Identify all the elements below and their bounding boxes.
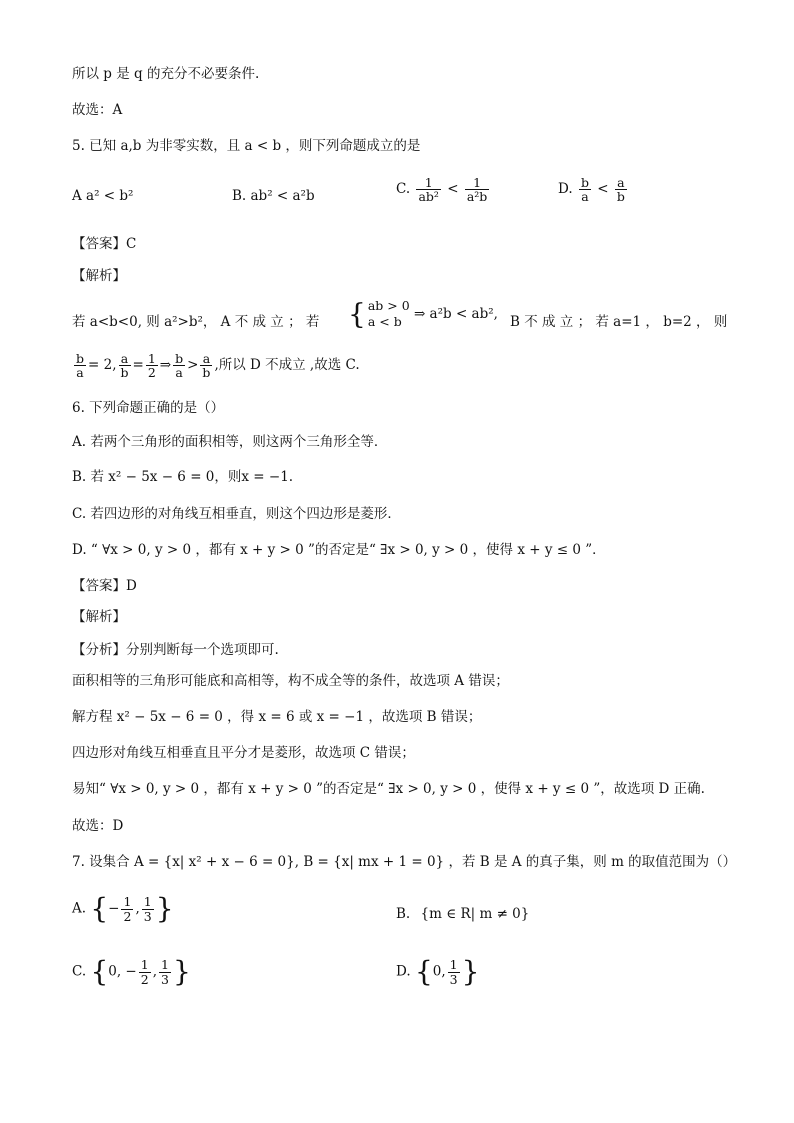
q7-option-b-content: {m ∈ R| m ≠ 0} (420, 906, 530, 922)
fraction: $\frac{1}{3}$ (161, 957, 169, 987)
system-implication: ⇒ a²b < ab², (413, 305, 498, 322)
left-brace: { (90, 955, 109, 988)
q7-option-d-label: D. (396, 963, 411, 980)
fraction: $\frac{b}{a}$ (580, 175, 589, 205)
q7-option-c: C. {0, − $\frac{1}{2}$ , $\frac{1}{3}$ } (72, 955, 191, 988)
q7-stem: 7. 设集合 A = {x| x² + x − 6 = 0}, B = {x| mx + 1 = 0} ，若 B 是 A 的真子集，则 m 的取值范围为（） (72, 854, 737, 870)
fraction: $\frac{1}{3}$ (143, 894, 152, 924)
q7-option-c-label: C. (72, 963, 87, 980)
q6-option-c: C. 若四边形的对角线互相垂直，则这个四边形是菱形． (72, 506, 401, 522)
fraction: $\frac{b}{a}$ (76, 351, 85, 381)
q7-option-b (396, 904, 529, 924)
q5-option-d-label: D. (558, 181, 573, 198)
q6-option-a: A. 若两个三角形的面积相等，则这两个三角形全等． (72, 434, 388, 450)
fraction: $\frac{a}{b}$ (202, 351, 211, 381)
q4-select: 故选：A (72, 102, 123, 118)
fraction: $\frac{1}{2}$ (123, 894, 132, 924)
fraction: $\frac{1}{2}$ (140, 957, 149, 987)
fraction: $\frac{a}{b}$ (120, 351, 129, 381)
q5-answer: 【答案】C (72, 236, 137, 252)
fraction: $\frac{1}{\text{ab²}}$ (418, 175, 439, 205)
q5-option-d (558, 176, 629, 203)
fraction: $\frac{1}{2}$ (147, 351, 156, 381)
q6-answer: 【答案】D (72, 578, 137, 594)
q6-expl-b: 解方程 x² − 5x − 6 = 0 ，得 x = 6 或 x = −1 ，故选项 B 错误； (72, 709, 482, 725)
fraction: $\frac{1}{3}$ (449, 957, 458, 987)
fraction: $\frac{a}{b}$ (616, 175, 625, 205)
q7-option-a-label: A. (72, 900, 87, 917)
q5-analysis-head: 【解析】 (72, 268, 126, 284)
q7-option-d: D. {0, $\frac{1}{3}$ } (396, 955, 480, 988)
q5-option-c (396, 176, 491, 203)
left-brace: { (414, 955, 433, 988)
q5-system (348, 298, 498, 331)
q5-option-b: B. ab² < a²b (232, 188, 315, 204)
q6-select: 故选：D (72, 818, 124, 834)
q5-explanation-part2: B 不 成 立 ； 若 a=1 ， b=2 ， 则 (510, 314, 728, 330)
p-q-conclusion: 所以 p 是 q 的充分不必要条件. (72, 66, 260, 82)
right-brace: } (155, 892, 174, 925)
q6-expl-c: 四边形对角线互相垂直且平分才是菱形，故选项 C 错误； (72, 745, 415, 761)
q6-stem: 6. 下列命题正确的是（） (72, 400, 225, 416)
lt-sign: < (597, 181, 609, 198)
lt-sign: < (447, 181, 459, 198)
fraction: $\frac{b}{a}$ (175, 351, 184, 381)
q6-expl-d: 易知“ ∀x > 0, y > 0 ，都有 x + y > 0 ”的否定是“ ∃x > 0, y > 0 ，使得 x + y ≤ 0 ”，故选项 D 正确. (72, 781, 705, 797)
q5-option-c-label: C. (396, 181, 411, 198)
right-brace: } (172, 955, 191, 988)
q5-explanation-line2: $\frac{b}{a}$ = 2, $\frac{a}{b}$ = $\frac{1}{2}$ ⇒ $\frac{b}{a}$ > $\frac{a}{b}$ ,所以 D 不成立 ,故选 C. (76, 351, 360, 381)
q6-option-b: B. 若 x² − 5x − 6 = 0，则x = −1. (72, 469, 294, 485)
q6-option-d: D. “ ∀x > 0, y > 0 ，都有 x + y > 0 ”的否定是“ ∃x > 0, y > 0 ，使得 x + y ≤ 0 ”． (72, 542, 606, 558)
q5-explanation-conclusion: ,所以 D 不成立 ,故选 C. (214, 357, 360, 374)
q6-fenxi: 【分析】分别判断每一个选项即可. (72, 642, 279, 658)
q6-expl-a: 面积相等的三角形可能底和高相等，构不成全等的条件，故选项 A 错误； (72, 673, 509, 689)
right-brace: } (461, 955, 480, 988)
left-brace: { (90, 892, 109, 925)
q6-analysis-head: 【解析】 (72, 609, 126, 625)
left-brace: { (348, 297, 366, 331)
q7-option-a: A. {− $\frac{1}{2}$ , $\frac{1}{3}$ } (72, 892, 174, 925)
q5-explanation-part1: 若 a<b<0, 则 a²>b²， A 不 成 立 ； 若 (72, 314, 320, 330)
q7-option-b-label: B. (396, 906, 411, 922)
fraction: $\frac{1}{\text{a²b}}$ (466, 175, 488, 205)
system-lines: ab > 0 a < b (367, 298, 410, 330)
q5-option-a: A a² < b² (72, 188, 134, 204)
q5-stem: 5. 已知 a,b 为非零实数，且 a < b ，则下列命题成立的是 (72, 138, 421, 154)
